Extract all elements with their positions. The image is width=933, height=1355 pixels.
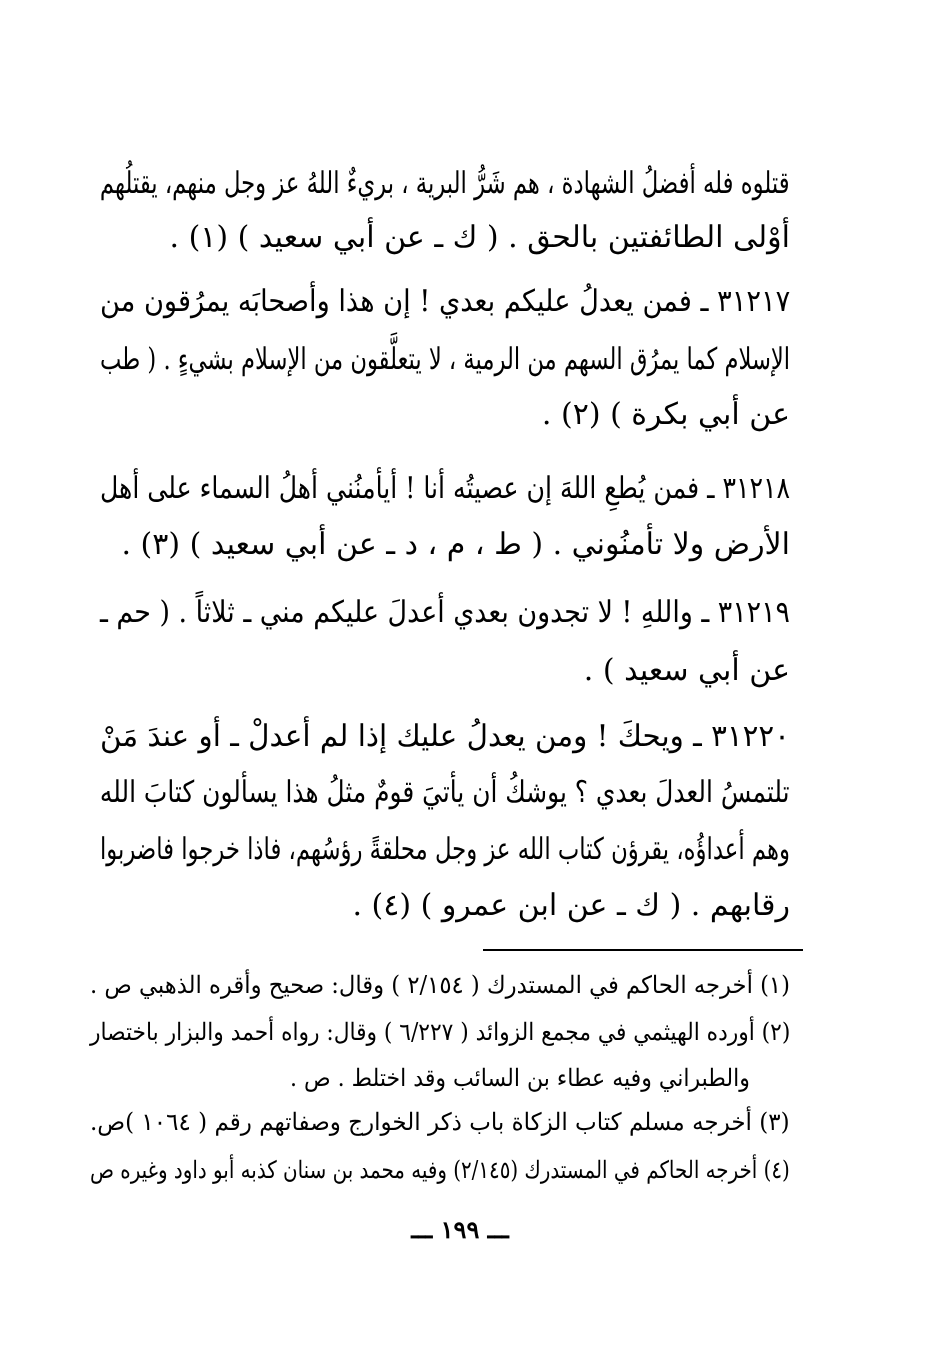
body-line (0, 216, 933, 260)
body-line-text: أوْلى الطائفتين بالحق . ( ك ـ عن أبي سعيد ) (١) . (169, 220, 790, 255)
body-line (0, 591, 933, 635)
body-line (0, 393, 933, 437)
body-line (0, 828, 933, 872)
body-line (0, 280, 933, 324)
body-line (0, 523, 933, 567)
footnote-divider (483, 949, 803, 951)
footnote-line (0, 1152, 933, 1188)
footnote-text: (٣) أخرجه مسلم كتاب الزكاة باب ذكر الخوارج وصفاتهم رقم ( ١٠٦٤ )ص. (90, 1108, 790, 1136)
footnote-text: (٢) أورده الهيثمي في مجمع الزوائد ( ٦/٢٢٧ ) وقال: رواه أحمد والبزار باختصار (89, 1018, 790, 1046)
body-line (0, 715, 933, 759)
body-line (0, 771, 933, 815)
body-line (0, 884, 933, 928)
body-line-text: عن أبي بكرة ) (٢) . (541, 397, 790, 432)
body-line (0, 162, 933, 206)
footnote-line (0, 1060, 933, 1096)
body-line-text: قتلوه فله أفضلُ الشهادة ، هم شَرُّ البرية ، بريءٌ اللهُ عز وجل منهم، يقتلُهم (100, 166, 790, 201)
footnote-line (0, 1014, 933, 1050)
body-line-text: وهم أعداؤُه، يقرؤن كتاب الله عز وجل محلقةً رؤسُهم، فاذا خرجوا فاضربوا (100, 832, 790, 867)
body-line-text: الإسلام كما يمرُق السهم من الرمية ، لا يتعلَّقون من الإسلام بشيءٍ . ( طب (99, 342, 790, 377)
body-line (0, 338, 933, 382)
body-line-text: ٣١٢١٩ ـ واللهِ ! لا تجدون بعدي أعدلَ عليكم مني ـ ثلاثاً . ( حم ـ (100, 595, 790, 630)
footnote-text: (٤) أخرجه الحاكم في المستدرك (٢/١٤٥) وفيه محمد بن سنان كذبه أبو داود وغيره ص (90, 1156, 790, 1184)
body-line-text: رقابهم . ( ك ـ عن ابن عمرو ) (٤) . (352, 888, 790, 923)
body-line-text: عن أبي سعيد ) . (583, 653, 790, 688)
footnote-text: والطبراني وفيه عطاء بن السائب وقد اختلط . ص . (290, 1064, 750, 1092)
body-line-text: الأرض ولا تأمنُوني . ( ط ، م ، د ـ عن أبي سعيد ) (٣) . (121, 527, 790, 562)
body-line-text: ٣١٢٢٠ ـ ويحكَ ! ومن يعدلُ عليك إذا لم أعدلْ ـ أو عندَ مَنْ (100, 719, 790, 754)
body-line-text: ٣١٢١٧ ـ فمن يعدلُ عليكم بعدي ! إن هذا وأصحابَه يمرُقون من (99, 284, 790, 319)
body-line (0, 649, 933, 693)
body-line (0, 467, 933, 511)
body-line-text: تلتمسُ العدلَ بعدي ؟ يوشكُ أن يأتيَ قومٌ مثلُ هذا يسألون كتابَ الله (100, 775, 790, 810)
footnote-line (0, 967, 933, 1003)
footnote-text: (١) أخرجه الحاكم في المستدرك ( ٢/١٥٤ ) وقال: صحيح وأقره الذهبي ص . (90, 971, 790, 999)
footnote-line (0, 1104, 933, 1140)
page-number: ـــ ١٩٩ ـــ (411, 1215, 509, 1244)
body-line-text: ٣١٢١٨ ـ فمن يُطعِ اللهَ إن عصيتُه أنا ! أيأمنُني أهلُ السماء على أهل (99, 471, 790, 506)
